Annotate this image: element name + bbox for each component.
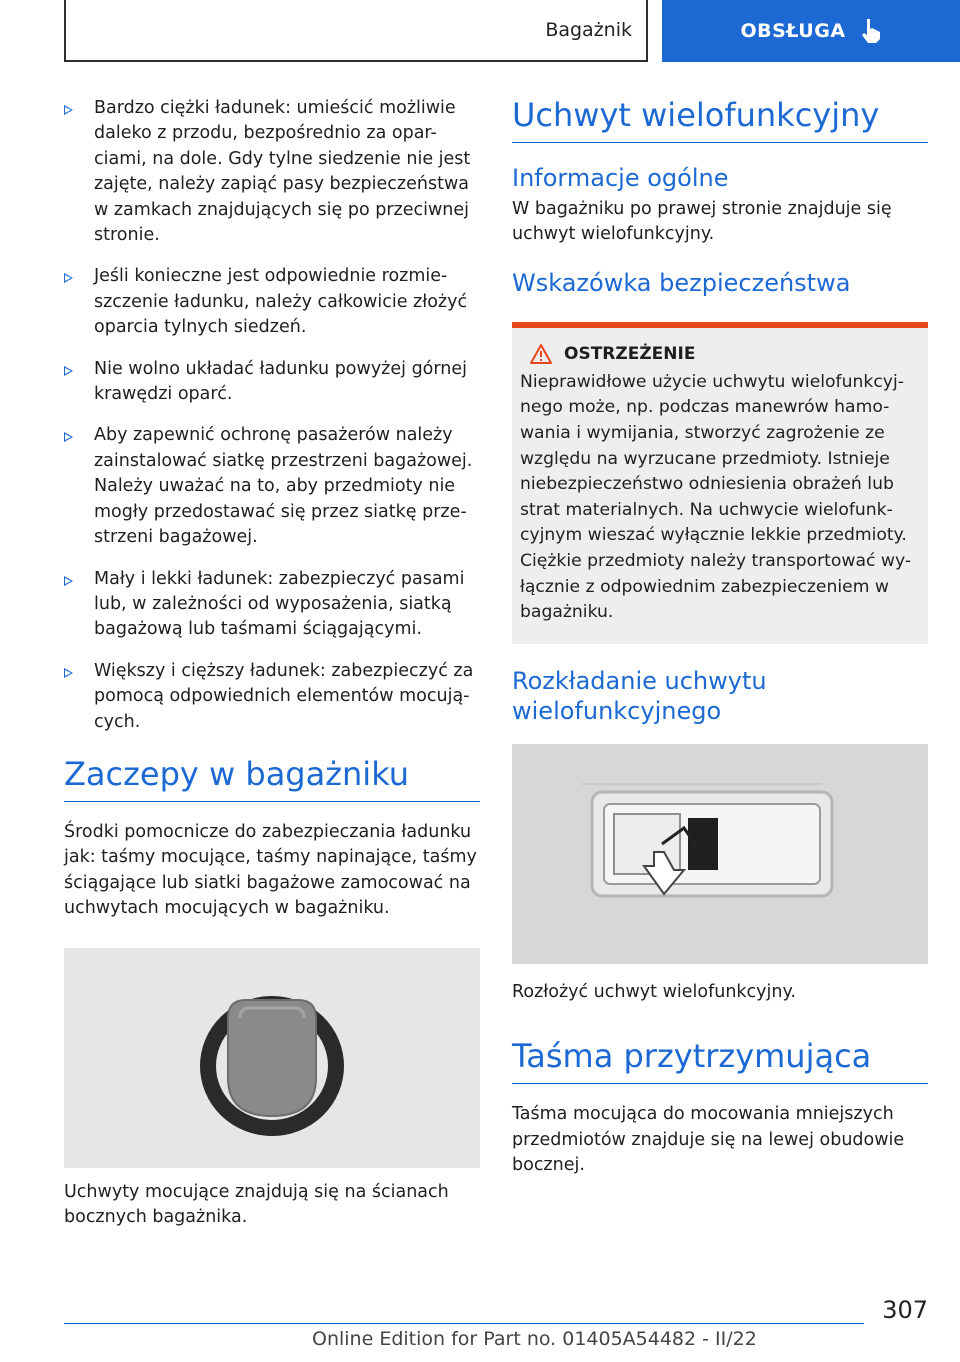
section-heading: Uchwyt wielofunkcyjny — [512, 96, 928, 143]
list-item: Aby zapewnić ochronę pasażerów należy zainstalować siatkę przestrzeni bagażowej. Należy uważać na to, aby przedmioty nie mogły przedostawać się przez siatkę prze-strzeni bagażowej. — [64, 423, 480, 550]
subheading-safety: Wskazówka bezpieczeństwa — [512, 268, 851, 297]
bullet-list — [64, 96, 480, 735]
hook-illustration — [512, 744, 928, 964]
footer-divider — [64, 1323, 864, 1324]
section-heading: Taśma przytrzymująca — [512, 1037, 928, 1084]
triangle-bullet-icon — [64, 273, 73, 283]
page-number: 307 — [882, 1296, 928, 1324]
triangle-bullet-icon — [64, 366, 73, 376]
warning-text: Nieprawidłowe użycie uchwytu wielofunkcyj-nego może, np. podczas manewrów hamo-wania i wymijania, stworzyć zagrożenie ze względu na wyrzucane przedmioty. Istnieje niebezpieczeństwo odniesienia obrażeń lub strat materialnych. Na uchwycie wielofunk-cyjnym wieszać wyłącznie lekkie przedmioty. Ciężkie przedmioty należy transportować wy-łącznie z odpowiednim zabezpieczeniem w bagażniku. — [520, 371, 912, 623]
left-column — [64, 96, 480, 1230]
footer-edition: Online Edition for Part no. 01405A54482 - II/22 — [312, 1328, 757, 1350]
triangle-bullet-icon — [64, 668, 73, 678]
section-heading: Zaczepy w bagażniku — [64, 755, 480, 802]
right-column — [512, 96, 928, 1178]
triangle-bullet-icon — [64, 105, 73, 115]
warning-triangle-icon — [530, 344, 552, 364]
warning-box — [512, 322, 928, 644]
warning-header — [520, 344, 922, 364]
header-chapter — [662, 0, 960, 62]
warning-label: OSTRZEŻENIE — [564, 343, 696, 364]
triangle-bullet-icon — [64, 576, 73, 586]
subheading-unfold: Rozkładanie uchwytu wielofunkcyjnego — [512, 666, 767, 725]
strap-text: Taśma mocująca do mocowania mniejszych przedmiotów znajduje się na lewej obudowie bocznej. — [512, 1104, 905, 1175]
multifunction-hook-image — [512, 744, 928, 964]
unfold-caption: Rozłożyć uchwyt wielofunkcyjny. — [512, 981, 796, 1002]
tie-down-image — [64, 948, 480, 1168]
hand-pointer-icon — [860, 18, 882, 44]
list-item: Mały i lekki ładunek: zabezpieczyć pasami lub, w zależności od wyposażenia, siatką bagażową lub taśmami ściągającymi. — [64, 567, 480, 643]
subheading-general: Informacje ogólne — [512, 164, 729, 192]
list-item: Większy i cięższy ładunek: zabezpieczyć za pomocą odpowiednich elementów mocują-cych. — [64, 659, 480, 735]
section-title: Bagażnik — [545, 19, 632, 41]
general-text: W bagażniku po prawej stronie znajduje się uchwyt wielofunkcyjny. — [512, 199, 892, 245]
header-section — [64, 0, 648, 62]
list-item: Nie wolno układać ładunku powyżej górnej krawędzi oparć. — [64, 357, 480, 408]
section-text: Środki pomocnicze do zabezpieczania ładunku jak: taśmy mocujące, taśmy napinające, taśmy ściągające lub siatki bagażowe zamocować na uchwytach mocujących w bagażniku. — [64, 821, 477, 919]
image-caption: Uchwyty mocujące znajdują się na ścianach bocznych bagażnika. — [64, 1181, 449, 1227]
tie-down-ring-illustration — [64, 948, 480, 1168]
chapter-title: OBSŁUGA — [740, 20, 846, 42]
list-item: Bardzo ciężki ładunek: umieścić możliwie daleko z przodu, bezpośrednio za opar-ciami, na dole. Gdy tylne siedzenie nie jest zajęte, należy zapiąć pasy bezpieczeństwa w zamkach znajdujących się po przeciwnej stronie. — [64, 96, 480, 248]
triangle-bullet-icon — [64, 432, 73, 442]
list-item: Jeśli konieczne jest odpowiednie rozmie-szczenie ładunku, należy całkowicie złożyć oparcia tylnych siedzeń. — [64, 264, 480, 340]
